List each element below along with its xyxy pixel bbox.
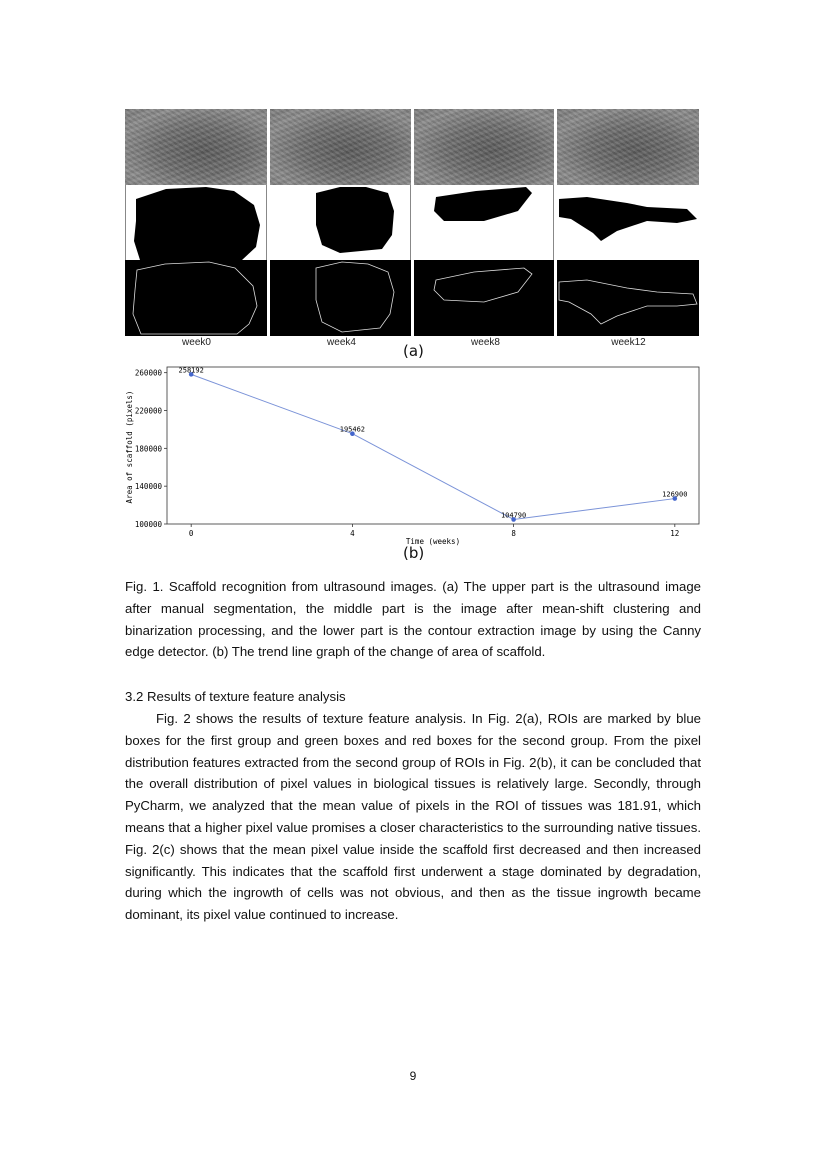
column-label-week0: week0: [182, 337, 211, 348]
plot-frame: [167, 367, 699, 524]
binarized-image-week8: [414, 185, 554, 260]
x-tick-label: 0: [188, 529, 194, 538]
trend-line: [191, 374, 675, 519]
data-label: 258192: [178, 366, 204, 375]
data-label: 126900: [662, 490, 688, 499]
x-axis-label: Time (weeks): [405, 537, 461, 546]
ultrasound-image-week12: [557, 109, 699, 185]
column-label-week8: week8: [471, 337, 500, 348]
x-tick-label: 4: [350, 529, 355, 538]
y-axis-label-wrapper: [122, 367, 142, 527]
binarized-image-week4: [270, 185, 411, 260]
x-tick-label: 12: [670, 529, 680, 538]
y-axis-label: Area of scaffold (pixels): [125, 390, 134, 504]
subfigure-label-a: (a): [403, 342, 424, 360]
data-label: 195462: [339, 425, 366, 434]
ultrasound-image-week4: [270, 109, 411, 185]
contour-image-week12: [557, 260, 699, 336]
x-tick-label: 8: [511, 529, 516, 538]
data-label: 104790: [500, 511, 527, 520]
y-tick-label: 100000: [134, 520, 162, 529]
column-label-week4: week4: [327, 337, 356, 348]
y-tick-label: 140000: [134, 482, 162, 492]
y-tick-label: 260000: [134, 368, 162, 378]
figure-1a-image-grid: [125, 109, 699, 336]
ultrasound-image-week0: [125, 109, 267, 185]
page-number: 9: [409, 1069, 417, 1083]
ultrasound-image-week8: [414, 109, 554, 185]
column-label-week12: week12: [611, 337, 646, 348]
binarized-image-week12: [557, 185, 699, 260]
contour-image-week0: [125, 260, 267, 336]
body-paragraph: Fig. 2 shows the results of texture feature analysis. In Fig. 2(a), ROIs are marked by blue boxes for the first group and green boxes and red boxes for the second group. From the pixel distribution features extracted from the second group of ROIs in Fig. 2(b), it can be concluded that the overall distribution of pixel values in biological tissues is relatively large. Secondly, through PyCharm, we analyzed that the mean value of pixels in the ROI of tissues was 181.91, which means that a higher pixel value promises a closer characteristics to the surrounding native tissues. Fig. 2(c) shows that the mean pixel value inside the scaffold first decreased and then increased significantly. This indicates that the scaffold first underwent a stage dominated by degradation, during which the ingrowth of cells was not obvious, and then as the tissue ingrowth became dominant, its pixel value continued to increase.: [125, 711, 701, 923]
section-heading: 3.2 Results of texture feature analysis: [125, 689, 346, 704]
subfigure-label-b: (b): [403, 544, 425, 562]
contour-image-week8: [414, 260, 554, 336]
y-tick-label: 220000: [134, 406, 162, 416]
contour-image-week4: [270, 260, 411, 336]
binarized-image-week0: [125, 185, 267, 260]
figure-caption: Fig. 1. Scaffold recognition from ultrasound images. (a) The upper part is the ultrasound image after manual segmentation, the middle part is the image after mean-shift clustering and binarization processing, and the lower part is the contour extraction image by using the Canny edge detector. (b) The trend line graph of the change of area of scaffold.: [125, 579, 701, 660]
y-tick-label: 180000: [134, 444, 162, 454]
